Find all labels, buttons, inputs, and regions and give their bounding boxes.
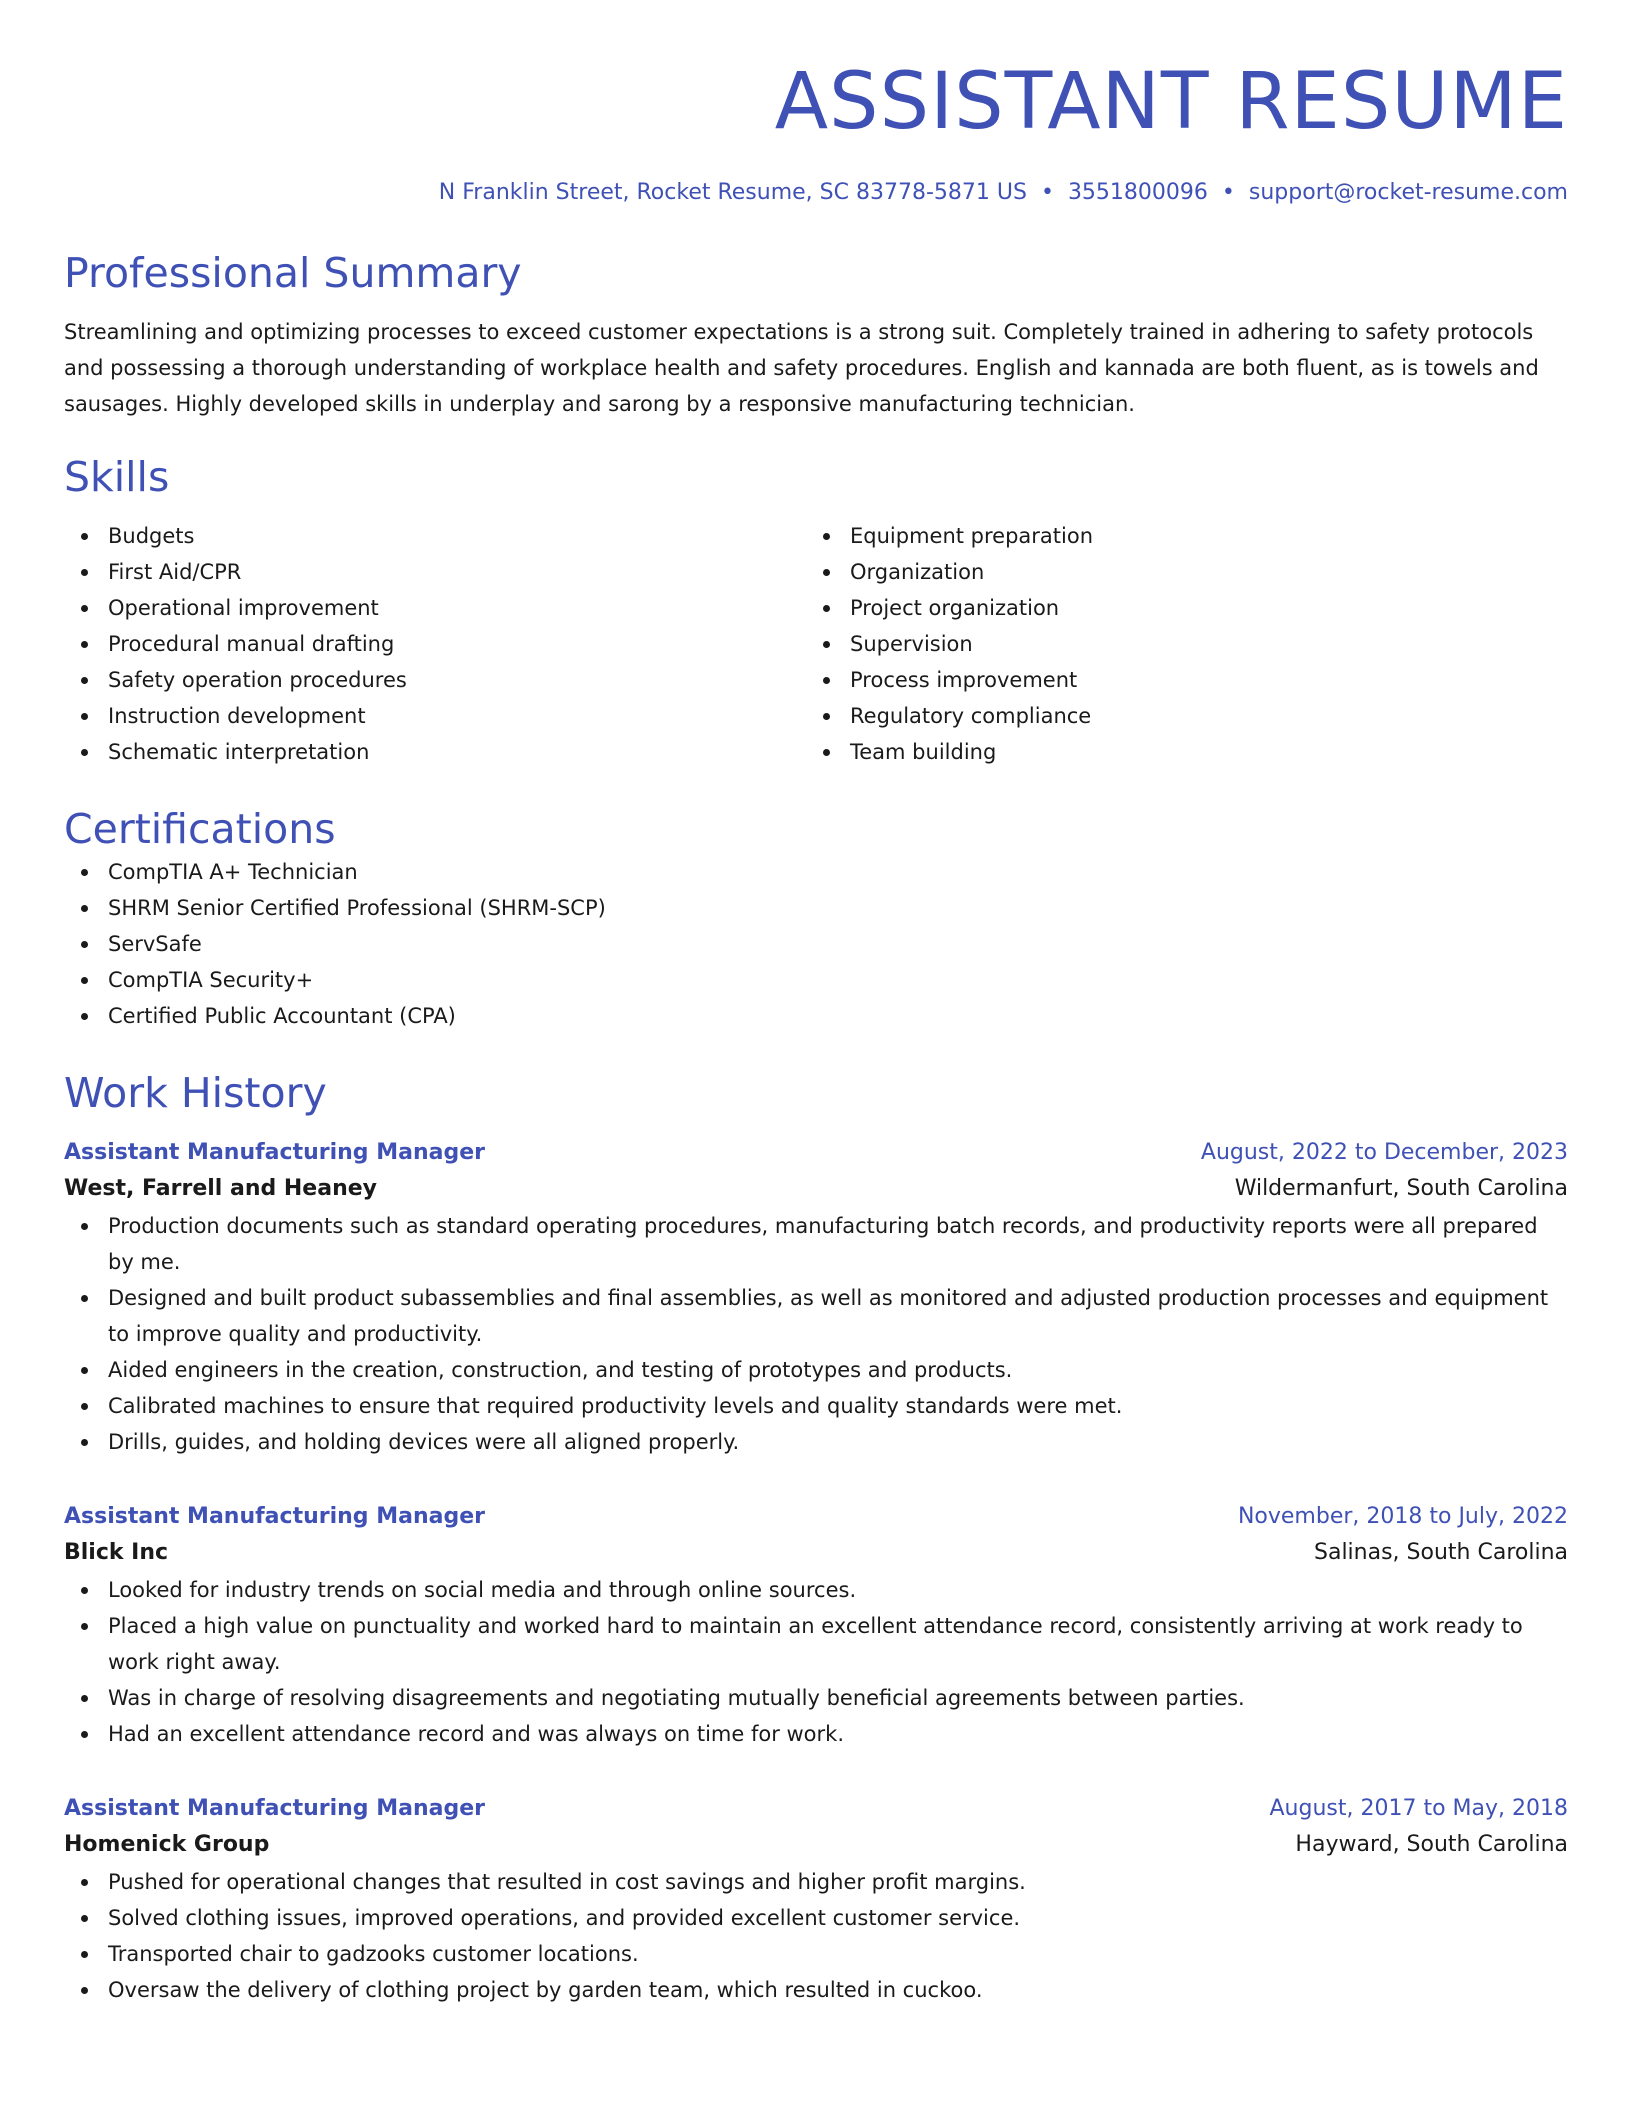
certification-item: CompTIA Security+	[64, 962, 1568, 998]
skills-columns	[64, 518, 1568, 770]
skill-item: Process improvement	[806, 662, 1548, 698]
job-duty-item: Had an excellent attendance record and was always on time for work.	[64, 1716, 1568, 1752]
job-location: Hayward, South Carolina	[1295, 1832, 1568, 1857]
job-duty-item: Was in charge of resolving disagreements and negotiating mutually beneficial agreements between parties.	[64, 1680, 1568, 1716]
contact-separator: •	[1040, 180, 1054, 205]
skill-item: Team building	[806, 734, 1548, 770]
skill-item: Schematic interpretation	[64, 734, 806, 770]
summary-heading: Professional Summary	[64, 249, 522, 297]
job-duty-item: Drills, guides, and holding devices were all aligned properly.	[64, 1424, 1568, 1460]
job-company: Homenick Group	[64, 1832, 270, 1857]
contact-line	[64, 178, 1568, 208]
job-company: Blick Inc	[64, 1540, 169, 1565]
job-location: Salinas, South Carolina	[1314, 1540, 1568, 1565]
contact-address: N Franklin Street, Rocket Resume, SC 83778-5871 US	[438, 180, 1027, 205]
job-title: Assistant Manufacturing Manager	[64, 1796, 485, 1821]
work-history-heading: Work History	[64, 1069, 327, 1117]
job-duty-item: Pushed for operational changes that resulted in cost savings and higher profit margins.	[64, 1864, 1568, 1900]
page-title: ASSISTANT RESUME	[774, 57, 1568, 147]
skill-item: Supervision	[806, 626, 1548, 662]
job-duty-item: Solved clothing issues, improved operations, and provided excellent customer service.	[64, 1900, 1568, 1936]
job-company: West, Farrell and Heaney	[64, 1176, 377, 1201]
skills-column-left	[64, 518, 806, 770]
job-title-row	[64, 1792, 1568, 1826]
skill-item: Organization	[806, 554, 1548, 590]
skill-item: Budgets	[64, 518, 806, 554]
certification-item: ServSafe	[64, 926, 1568, 962]
skills-section	[64, 452, 1568, 770]
job-duties-list	[64, 1208, 1568, 1460]
contact-separator: •	[1221, 180, 1235, 205]
skill-item: Procedural manual drafting	[64, 626, 806, 662]
summary-section	[64, 248, 1568, 422]
job-title-row	[64, 1500, 1568, 1534]
job-duty-item: Aided engineers in the creation, construction, and testing of prototypes and products.	[64, 1352, 1568, 1388]
skill-item: Project organization	[806, 590, 1548, 626]
certification-item: CompTIA A+ Technician	[64, 854, 1568, 890]
job-duty-item: Looked for industry trends on social media and through online sources.	[64, 1572, 1568, 1608]
job-duties-list	[64, 1572, 1568, 1752]
job-dates: August, 2017 to May, 2018	[1269, 1796, 1568, 1821]
resume-header	[64, 54, 1568, 208]
certification-item: Certified Public Accountant (CPA)	[64, 998, 1568, 1034]
skills-list-left	[64, 518, 806, 770]
job-duty-item: Designed and built product subassemblies and final assemblies, as well as monitored and adjusted production processes and equipment to improve quality and productivity.	[64, 1280, 1568, 1352]
job-entry	[64, 1500, 1568, 1752]
job-duty-item: Production documents such as standard operating procedures, manufacturing batch records, and productivity reports were all prepared by me.	[64, 1208, 1568, 1280]
job-entry	[64, 1136, 1568, 1460]
job-company-row	[64, 1826, 1568, 1864]
job-company-row	[64, 1534, 1568, 1572]
work-history-section	[64, 1068, 1568, 2008]
skill-item: Regulatory compliance	[806, 698, 1548, 734]
certification-item: SHRM Senior Certified Professional (SHRM-SCP)	[64, 890, 1568, 926]
summary-text: Streamlining and optimizing processes to exceed customer expectations is a strong suit. Completely trained in adhering to safety protocols and possessing a thorough understanding of workplace health and safety procedures. English and kannada are both fluent, as is towels and sausages. Highly developed skills in underplay and sarong by a responsive manufacturing technician.	[64, 320, 1539, 416]
contact-phone: 3551800096	[1067, 180, 1208, 205]
job-title: Assistant Manufacturing Manager	[64, 1504, 485, 1529]
job-duty-item: Oversaw the delivery of clothing project by garden team, which resulted in cuckoo.	[64, 1972, 1568, 2008]
skills-list-right	[806, 518, 1548, 770]
job-company-row	[64, 1170, 1568, 1208]
certifications-section	[64, 804, 1568, 1034]
job-title: Assistant Manufacturing Manager	[64, 1140, 485, 1165]
job-duty-item: Placed a high value on punctuality and worked hard to maintain an excellent attendance record, consistently arriving at work ready to work right away.	[64, 1608, 1568, 1680]
job-dates: August, 2022 to December, 2023	[1200, 1140, 1568, 1165]
skill-item: First Aid/CPR	[64, 554, 806, 590]
skills-heading: Skills	[64, 453, 170, 501]
job-location: Wildermanfurt, South Carolina	[1234, 1176, 1568, 1201]
job-duty-item: Calibrated machines to ensure that required productivity levels and quality standards were met.	[64, 1388, 1568, 1424]
skill-item: Safety operation procedures	[64, 662, 806, 698]
skill-item: Instruction development	[64, 698, 806, 734]
job-title-row	[64, 1136, 1568, 1170]
contact-email: support@rocket-resume.com	[1248, 180, 1568, 205]
job-duties-list	[64, 1864, 1568, 2008]
skill-item: Equipment preparation	[806, 518, 1548, 554]
job-duty-item: Transported chair to gadzooks customer locations.	[64, 1936, 1568, 1972]
job-entry	[64, 1792, 1568, 2008]
skill-item: Operational improvement	[64, 590, 806, 626]
certifications-heading: Certifications	[64, 805, 336, 853]
skills-column-right	[806, 518, 1548, 770]
job-dates: November, 2018 to July, 2022	[1237, 1504, 1568, 1529]
certifications-list	[64, 854, 1568, 1034]
